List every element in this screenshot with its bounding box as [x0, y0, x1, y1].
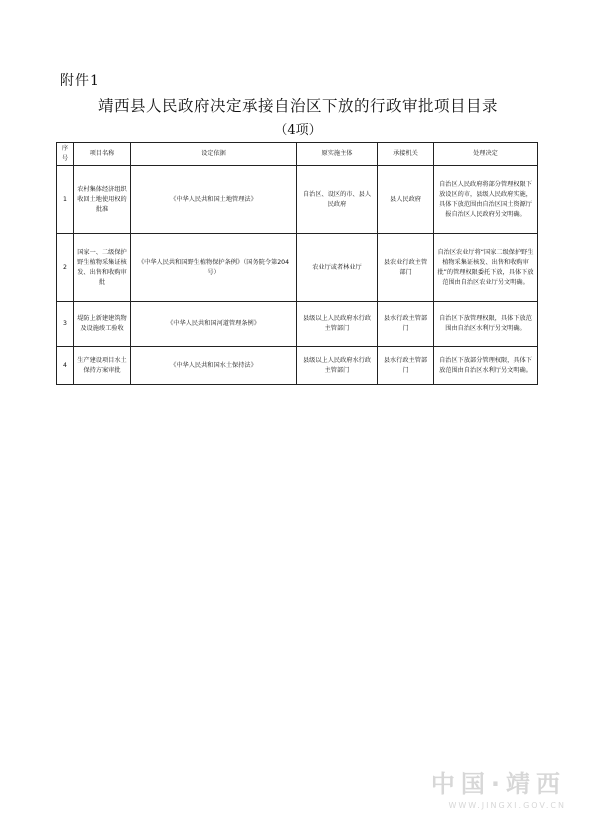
legal-basis: 《中华人民共和国土地管理法》	[131, 166, 297, 234]
decision: 自治区下放管理权限，具体下放范围由自治区水利厅另文明确。	[434, 302, 538, 347]
table-row	[57, 302, 538, 347]
legal-basis: 《中华人民共和国河道管理条例》	[131, 302, 297, 347]
item-name: 国家一、二级保护野生植物采集证核发、出售和收购审批	[74, 234, 131, 302]
item-name: 生产建设项目水土保持方案审批	[74, 347, 131, 385]
header-cell-receiving-agency: 承接机关	[378, 143, 434, 166]
legal-basis: 《中华人民共和国野生植物保护条例》（国务院令第204号）	[131, 234, 297, 302]
receiving-agency: 县人民政府	[378, 166, 434, 234]
table-row	[57, 347, 538, 385]
legal-basis: 《中华人民共和国水土保持法》	[131, 347, 297, 385]
row-number: 1	[57, 166, 74, 234]
item-name: 农村集体经济组织收回土地使用权的批准	[74, 166, 131, 234]
attachment-label: 附件1	[60, 73, 100, 89]
header-cell-basis: 设定依据	[131, 143, 297, 166]
original-body: 县级以上人民政府水行政主管部门	[297, 302, 378, 347]
approval-items-table	[56, 142, 538, 385]
table-row	[57, 234, 538, 302]
row-number: 2	[57, 234, 74, 302]
watermark-logo-text: 中国·靖西	[430, 770, 566, 798]
receiving-agency: 县农业行政主管部门	[378, 234, 434, 302]
decision: 自治区人民政府将部分管理权限下放设区的市，县级人民政府实施，具体下放范围由自治区国土资源厅报自治区人民政府另文明确。	[434, 166, 538, 234]
original-body: 县级以上人民政府水行政主管部门	[297, 347, 378, 385]
site-watermark	[431, 764, 566, 810]
item-name: 堤防上新建建筑物及设施竣工验收	[74, 302, 131, 347]
receiving-agency: 县水行政主管部门	[378, 302, 434, 347]
watermark-url: WWW.JINGXI.GOV.CN	[448, 801, 566, 810]
original-body: 自治区、设区的市、县人民政府	[297, 166, 378, 234]
header-cell-no: 序号	[57, 143, 74, 166]
document-subtitle: （4项）	[274, 123, 322, 138]
header-cell-name: 项目名称	[74, 143, 131, 166]
original-body: 农业厅或者林业厅	[297, 234, 378, 302]
row-number: 4	[57, 347, 74, 385]
decision: 自治区下放部分管理权限，具体下放范围由自治区水利厅另文明确。	[434, 347, 538, 385]
document-title: 靖西县人民政府决定承接自治区下放的行政审批项目目录	[97, 97, 498, 115]
header-cell-decision: 处理决定	[434, 143, 538, 166]
table-header-row	[57, 143, 538, 166]
row-number: 3	[57, 302, 74, 347]
decision: 自治区农业厅将“国家二级保护野生植物采集证核发、出售和收购审批”的管理权限委托下放，具体下放范围由自治区农业厅另文明确。	[434, 234, 538, 302]
table-row	[57, 166, 538, 234]
receiving-agency: 县水行政主管部门	[378, 347, 434, 385]
header-cell-original-body: 原实施主体	[297, 143, 378, 166]
